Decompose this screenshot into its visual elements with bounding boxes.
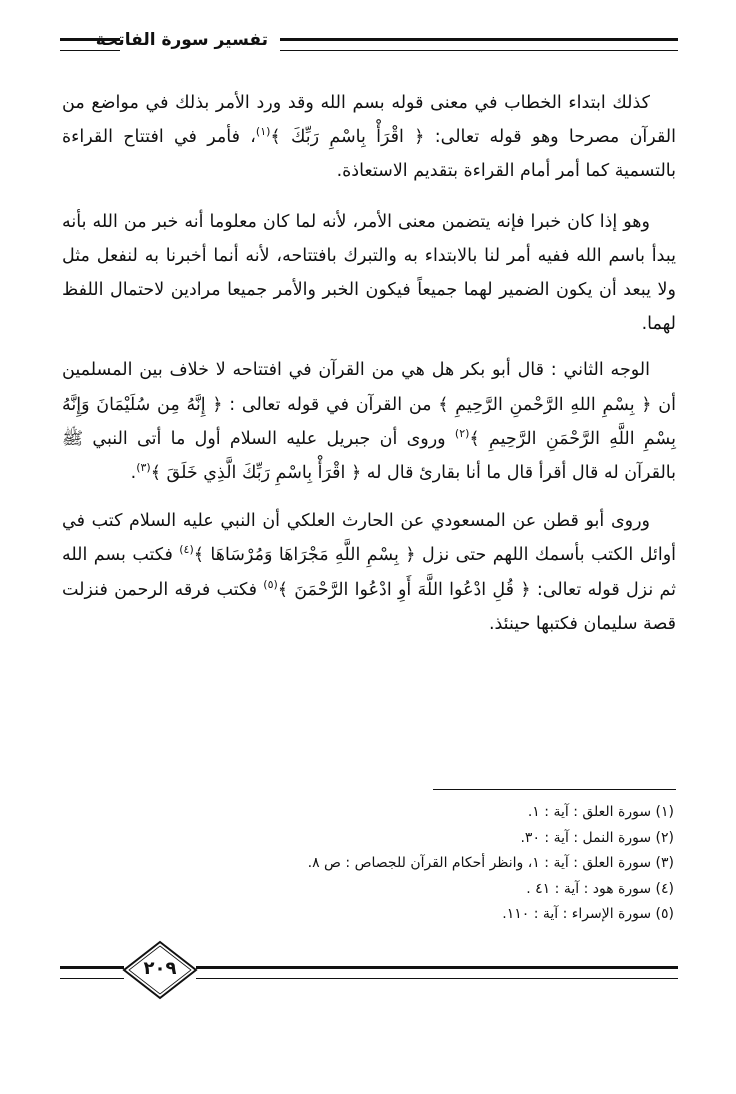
footnote-ref-5: (٥) [263,577,278,591]
header-rule-right [280,38,678,51]
quran-verse: ﴿ بِسْمِ اللهِ الرَّحْمنِ الرَّحِيمِ ﴾ [438,394,652,415]
quran-verse: ﴿ اقْرَأْ بِاسْمِ رَبِّكَ الَّذِي خَلَقَ ﴾ [150,463,362,484]
footnote-item: (٥) سورة الإسراء : آية : ١١٠. [502,906,674,923]
header-title: تفسير سورة الفاتحة [95,30,268,50]
paragraph-4 [62,504,676,641]
footnote-ref-2: (٢) [454,427,470,440]
footnote-item: (٢) سورة النمل : آية : ٣٠. [520,829,674,846]
quran-verse: ﴿ بِسْمِ اللَّهِ مَجْرَاهَا وَمُرْسَاهَا ﴾ [193,545,416,566]
paragraph-4-text-c: فكتب فرقه الرحمن فنزلت قصة سليمان فكتبها حينئذ. [62,579,676,634]
paragraph-3-text-c: وروى أن جبريل عليه السلام أول ما أتى النبي ﷺ بالقرآن له قال أقرأ قال ما أنا بقارئ قال له [62,428,676,484]
footnote-ref-4: (٤) [179,543,194,557]
footnote-item: (٤) سورة هود : آية : ٤١ . [526,880,674,897]
footnote-ref-1: (١) [255,125,271,139]
quran-verse: ﴿ اقْرَأْ بِاسْمِ رَبِّكَ ﴾ [270,127,425,148]
paragraph-1-text-b: ، فأمر في افتتاح القراءة بالتسمية كما أمر أمام القراءة بتقديم الاستعاذة. [62,127,676,182]
page-header [60,28,678,58]
paragraph-4-text-b: فكتب بسم الله ثم نزل قوله تعالى: [62,545,676,600]
paragraph-3 [62,353,676,490]
footer-rule-right [196,966,678,979]
footnote-ref-3: (٣) [136,461,151,475]
paragraph-3-text-d: . [130,463,137,484]
quran-verse: ﴿ قُلِ ادْعُوا اللَّهَ أَوِ ادْعُوا الرَّحْمَنَ ﴾ [277,579,531,600]
footnotes [200,800,674,928]
paragraph-4-text-a: وروى أبو قطن عن المسعودي عن الحارث العلكي أن النبي عليه السلام كتب في أوائل الكتب بأسمك اللهم حتى نزل [62,511,677,566]
footnote-item: (٣) سورة العلق : آية : ١، وانظر أحكام القرآن للجصاص : ص ٨. [307,855,674,872]
paragraph-2: وهو إذا كان خبرا فإنه يتضمن معنى الأمر، لأنه لما كان معلوما أنه خبر من الله بأنه يبدأ باسم الله ففيه أمر لنا بالابتداء به والتبرك بافتتاحه، لأنه أنما أخبرنا به لنفعل مثل ولا يبعد أن يكون الضمير لهما جميعاً فيكون الخبر والأمر جميعا مرادين لاحتمال اللفظ لهما. [62,211,676,335]
paragraph-3-text-b: من القرآن في قوله تعالى : [222,394,439,415]
quran-verse: ﴿ إِنَّهُ مِن سُلَيْمَانَ وَإِنَّهُ بِسْمِ اللَّهِ الرَّحْمَنِ الرَّحِيمِ ﴾ [62,394,676,449]
footer-rule-left [60,966,124,979]
footnote-separator [433,789,676,790]
paragraph-3-text-a: الوجه الثاني : قال أبو بكر هل هي من القرآن في افتتاحه لا خلاف بين المسلمين أن [62,360,676,415]
footnote-item: (١) سورة العلق : آية : ١. [527,804,674,820]
paragraph-1-text-a: كذلك ابتداء الخطاب في معنى قوله بسم الله وقد ورد الأمر بذلك في مواضع من القرآن مصرحا وهو قوله تعالى: [62,93,676,148]
page-footer [60,940,678,1000]
main-text [62,86,676,657]
paragraph-1 [62,86,676,189]
page-number: ٢٠٩ [143,958,177,979]
